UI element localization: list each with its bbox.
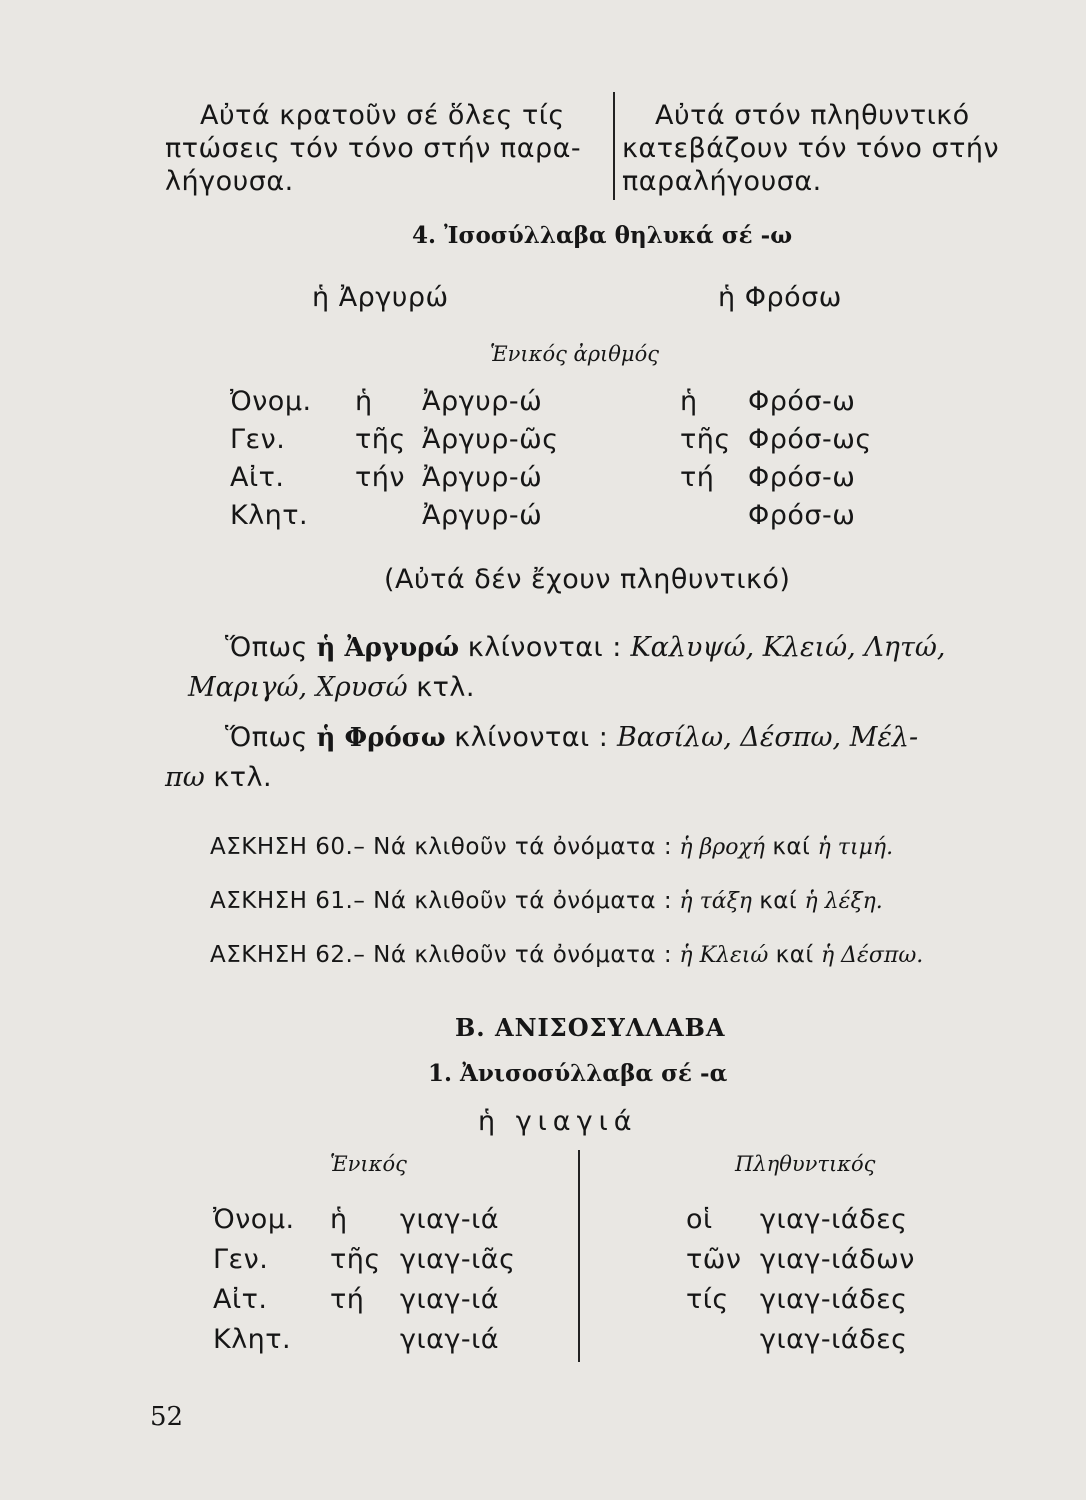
- case: Ὀνομ.: [213, 1204, 295, 1235]
- form-singular: γιαγ-ιᾶς: [400, 1244, 516, 1275]
- table-row: [0, 462, 1086, 496]
- table-row: [0, 1204, 1086, 1238]
- exercise-60-item-1: ἡ βροχή: [679, 835, 765, 860]
- para2-examples-2: πω: [165, 762, 205, 793]
- form-froso: Φρόσ-ω: [748, 462, 856, 493]
- section-4-heading: 4. Ἰσοσύλλαβα θηλυκά σέ -ω: [412, 222, 793, 249]
- form-plural: γιαγ-ιάδες: [760, 1324, 908, 1355]
- right-note-line-2: κατεβάζουν τόν τόνο στήν: [622, 133, 1000, 164]
- para1-examples-2: Μαριγώ, Χρυσώ: [188, 672, 408, 703]
- column-divider-top: [613, 92, 615, 200]
- case: Αἰτ.: [213, 1284, 268, 1315]
- article-singular: τή: [330, 1284, 365, 1315]
- paragraph-froso-line-2: [165, 762, 272, 793]
- exercise-60: [210, 834, 893, 860]
- para1-bold: ἡ Ἀργυρώ: [316, 633, 460, 663]
- article-singular: ἡ: [330, 1204, 348, 1235]
- left-note-line-3: λήγουσα.: [165, 166, 294, 197]
- article-singular: τῆς: [330, 1244, 381, 1275]
- noun-froso: ἡ Φρόσω: [718, 282, 842, 313]
- exercise-61: [210, 888, 883, 914]
- article-2: τή: [680, 462, 715, 493]
- para1-suffix: κτλ.: [416, 672, 475, 703]
- para1-examples: Καλυψώ, Κλειώ, Λητώ,: [630, 632, 946, 663]
- case: Γεν.: [230, 424, 286, 455]
- table-row: [0, 500, 1086, 534]
- form-froso: Φρόσ-ως: [748, 424, 872, 455]
- exercise-62: [210, 942, 923, 968]
- no-plural-note: (Αὐτά δέν ἔχουν πληθυντικό): [384, 564, 791, 595]
- form-argyro: Ἀργυρ-ώ: [422, 386, 543, 417]
- article-plural: τίς: [686, 1284, 729, 1315]
- case: Αἰτ.: [230, 462, 285, 493]
- article-2: τῆς: [680, 424, 731, 455]
- form-froso: Φρόσ-ω: [748, 500, 856, 531]
- plur-heading: Πληθυντικός: [735, 1152, 876, 1176]
- table-row: [0, 1324, 1086, 1358]
- exercise-62-item-1: ἡ Κλειώ: [679, 943, 769, 968]
- para1-mid: κλίνονται :: [467, 632, 622, 663]
- paragraph-argyro-line-2: [188, 672, 475, 703]
- form-plural: γιαγ-ιάδες: [760, 1284, 908, 1315]
- article-plural: οἱ: [686, 1204, 713, 1235]
- right-note-line-1: Αὐτά στόν πληθυντικό: [655, 100, 970, 131]
- article-1: τήν: [355, 462, 405, 493]
- form-singular: γιαγ-ιά: [400, 1204, 500, 1235]
- paragraph-froso-line-1: [225, 722, 918, 753]
- form-argyro: Ἀργυρ-ώ: [422, 500, 543, 531]
- form-argyro: Ἀργυρ-ῶς: [422, 424, 559, 455]
- para2-examples: Βασίλω, Δέσπω, Μέλ-: [616, 722, 919, 753]
- left-note-line-2: πτώσεις τόν τόνο στήν παρα-: [165, 133, 582, 164]
- section-b-subheading: 1. Ἀνισοσύλλαβα σέ -α: [428, 1060, 728, 1087]
- exercise-60-item-2: ἡ τιμή.: [817, 835, 894, 860]
- case: Ὀνομ.: [230, 386, 312, 417]
- article-1: ἡ: [355, 386, 373, 417]
- paragraph-argyro-line-1: [225, 632, 946, 663]
- table-row: [0, 386, 1086, 420]
- table-row: [0, 1244, 1086, 1278]
- singular-heading: Ἑνικός ἀριθμός: [490, 342, 659, 366]
- para2-bold: ἡ Φρόσω: [316, 723, 446, 753]
- right-note-line-3: παραλήγουσα.: [622, 166, 822, 197]
- para1-prefix: Ὅπως: [225, 632, 308, 663]
- noun-giagia: ἡ γιαγιά: [478, 1106, 638, 1137]
- table-row: [0, 1284, 1086, 1318]
- article-2: ἡ: [680, 386, 698, 417]
- exercise-60-conj: καί: [772, 834, 811, 860]
- section-b-heading: Β. ΑΝΙΣΟΣΥΛΛΑΒΑ: [455, 1013, 726, 1042]
- case: Κλητ.: [213, 1324, 292, 1355]
- exercise-61-item-1: ἡ τάξη: [679, 889, 752, 914]
- form-plural: γιαγ-ιάδες: [760, 1204, 908, 1235]
- form-argyro: Ἀργυρ-ώ: [422, 462, 543, 493]
- para2-mid: κλίνονται :: [454, 722, 609, 753]
- case: Γεν.: [213, 1244, 269, 1275]
- para2-prefix: Ὅπως: [225, 722, 308, 753]
- article-plural: τῶν: [686, 1244, 742, 1275]
- article-1: τῆς: [355, 424, 406, 455]
- form-froso: Φρόσ-ω: [748, 386, 856, 417]
- form-plural: γιαγ-ιάδων: [760, 1244, 915, 1275]
- page-number: 52: [150, 1402, 184, 1432]
- exercise-62-item-2: ἡ Δέσπω.: [820, 943, 924, 968]
- exercise-61-item-2: ἡ λέξη.: [804, 889, 883, 914]
- exercise-62-label: ΑΣΚΗΣΗ 62.– Νά κλιθοῦν τά ὀνόματα :: [210, 942, 673, 968]
- exercise-61-conj: καί: [759, 888, 798, 914]
- para2-suffix: κτλ.: [213, 762, 273, 793]
- noun-argyro: ἡ Ἀργυρώ: [312, 282, 449, 313]
- case: Κλητ.: [230, 500, 309, 531]
- form-singular: γιαγ-ιά: [400, 1324, 500, 1355]
- exercise-62-conj: καί: [775, 942, 814, 968]
- sing-heading: Ἑνικός: [330, 1152, 407, 1176]
- exercise-60-label: ΑΣΚΗΣΗ 60.– Νά κλιθοῦν τά ὀνόματα :: [210, 834, 673, 860]
- left-note-line-1: Αὐτά κρατοῦν σέ ὅλες τίς: [200, 100, 565, 131]
- form-singular: γιαγ-ιά: [400, 1284, 500, 1315]
- table-row: [0, 424, 1086, 458]
- exercise-61-label: ΑΣΚΗΣΗ 61.– Νά κλιθοῦν τά ὀνόματα :: [210, 888, 673, 914]
